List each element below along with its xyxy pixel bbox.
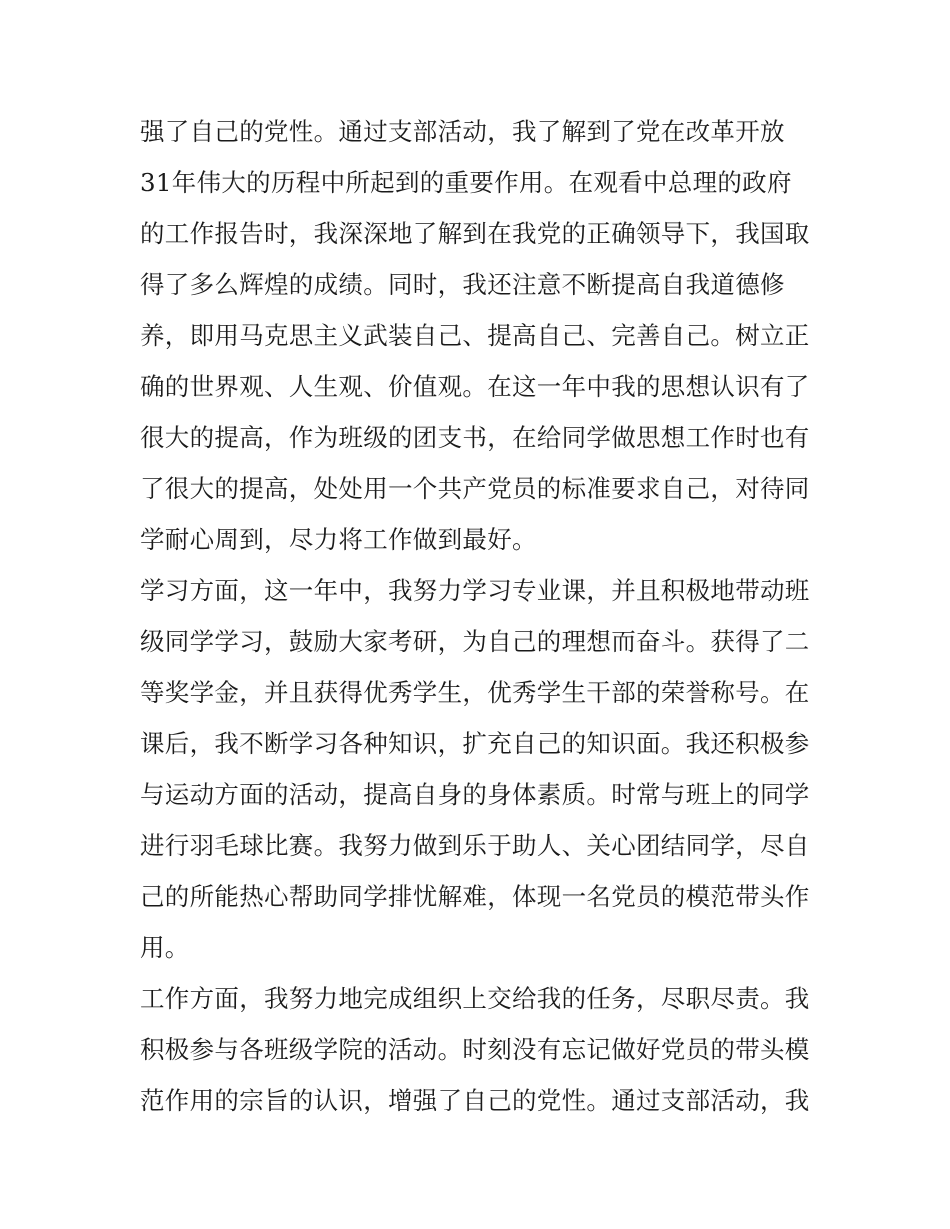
text-line: 进行羽毛球比赛。我努力做到乐于助人、关心团结同学，尽自 bbox=[140, 831, 810, 860]
text-line: 课后，我不断学习各种知识，扩充自己的知识面。我还积极参 bbox=[140, 729, 810, 758]
text-line: 31年伟大的历程中所起到的重要作用。在观看中总理的政府 bbox=[140, 168, 792, 197]
text-line: 与运动方面的活动，提高自身的身体素质。时常与班上的同学 bbox=[140, 780, 810, 809]
text-line: 学耐心周到，尽力将工作做到最好。 bbox=[140, 525, 537, 554]
text-line: 确的世界观、人生观、价值观。在这一年中我的思想认识有了 bbox=[140, 372, 810, 401]
document-body bbox=[140, 106, 820, 1126]
text-line: 很大的提高，作为班级的团支书，在给同学做思想工作时也有 bbox=[140, 423, 810, 452]
text-line: 等奖学金，并且获得优秀学生，优秀学生干部的荣誉称号。在 bbox=[140, 678, 810, 707]
text-line: 积极参与各班级学院的活动。时刻没有忘记做好党员的带头模 bbox=[140, 1035, 810, 1064]
text-line: 得了多么辉煌的成绩。同时，我还注意不断提高自我道德修 bbox=[140, 270, 785, 299]
text-line: 了很大的提高，处处用一个共产党员的标准要求自己，对待同 bbox=[140, 474, 810, 503]
text-line: 己的所能热心帮助同学排忧解难，体现一名党员的模范带头作 bbox=[140, 882, 810, 911]
text-line: 范作用的宗旨的认识，增强了自己的党性。通过支部活动，我 bbox=[140, 1086, 810, 1115]
text-line: 级同学学习，鼓励大家考研，为自己的理想而奋斗。获得了二 bbox=[140, 627, 810, 656]
text-line: 的工作报告时，我深深地了解到在我党的正确领导下，我国取 bbox=[140, 219, 810, 248]
text-line: 工作方面，我努力地完成组织上交给我的任务，尽职尽责。我 bbox=[140, 984, 810, 1013]
text-line: 强了自己的党性。通过支部活动，我了解到了党在改革开放 bbox=[140, 117, 785, 146]
text-line: 学习方面，这一年中，我努力学习专业课，并且积极地带动班 bbox=[140, 576, 810, 605]
text-line: 用。 bbox=[140, 933, 190, 962]
text-line: 养，即用马克思主义武装自己、提高自己、完善自己。树立正 bbox=[140, 321, 810, 350]
